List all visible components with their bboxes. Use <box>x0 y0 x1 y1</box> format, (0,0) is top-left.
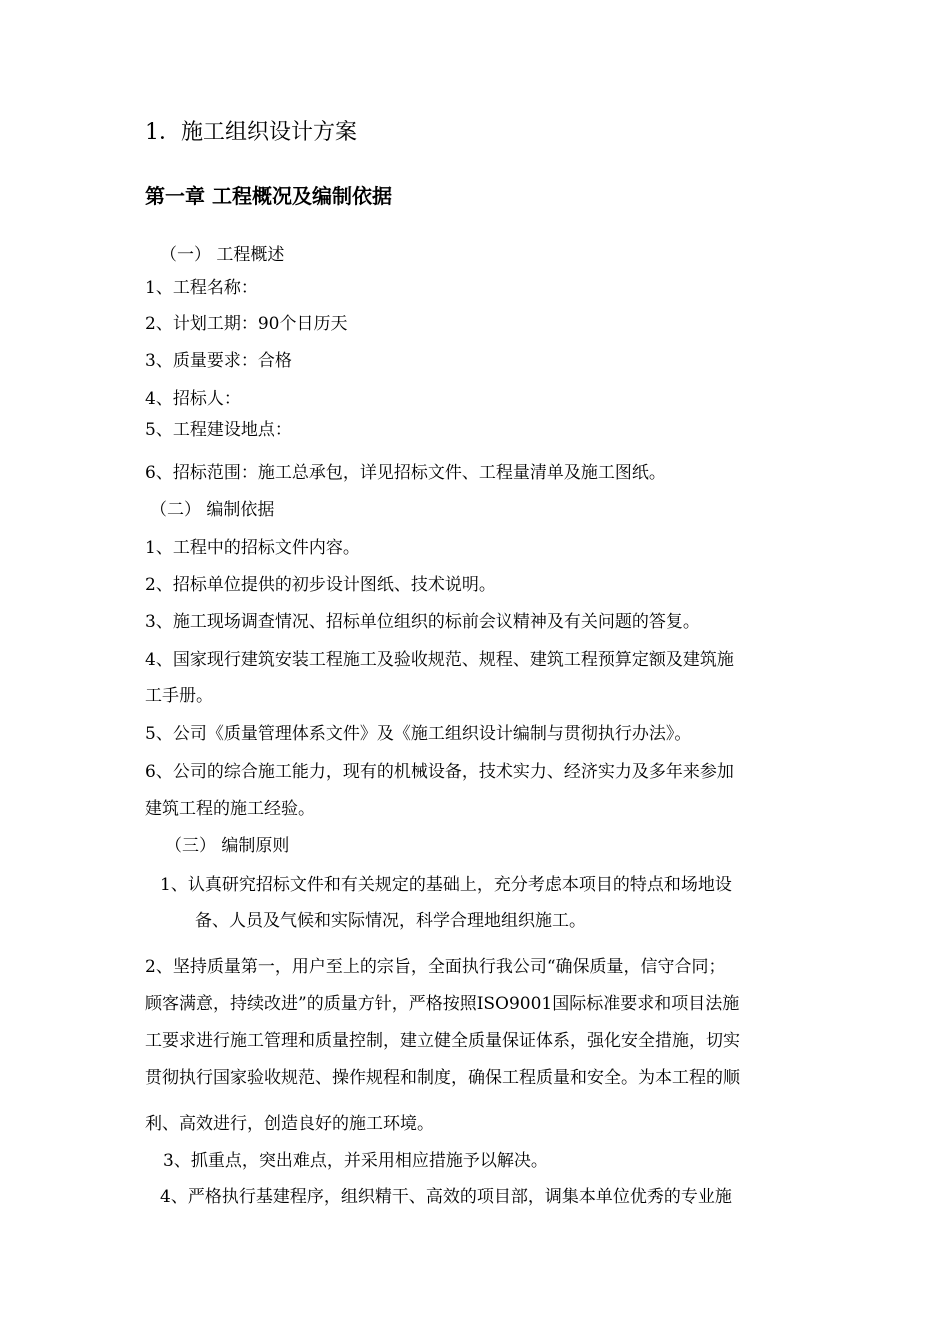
paragraph: 6、公司的综合施工能力，现有的机械设备，技术实力、经济实力及多年来参加 <box>145 762 734 782</box>
paragraph: 1、认真研究招标文件和有关规定的基础上，充分考虑本项目的特点和场地设 <box>160 875 732 895</box>
section-heading-overview: （一） 工程概述 <box>160 245 285 265</box>
section-heading-principles: （三） 编制原则 <box>165 836 290 856</box>
paragraph: 工手册。 <box>145 686 213 706</box>
paragraph: 1、工程中的招标文件内容。 <box>145 538 360 558</box>
paragraph: 备、人员及气候和实际情况，科学合理地组织施工。 <box>195 911 586 931</box>
paragraph: 4、招标人： <box>145 389 241 409</box>
doc-title: 1．施工组织设计方案 <box>145 120 357 145</box>
paragraph: 1、工程名称： <box>145 278 258 298</box>
paragraph: 4、严格执行基建程序，组织精干、高效的项目部，调集本单位优秀的专业施 <box>160 1187 732 1207</box>
paragraph: 5、公司《质量管理体系文件》及《施工组织设计编制与贯彻执行办法》。 <box>145 724 692 744</box>
paragraph: 贯彻执行国家验收规范、操作规程和制度，确保工程质量和安全。为本工程的顺 <box>145 1068 740 1088</box>
paragraph: 5、工程建设地点： <box>145 420 292 440</box>
chapter-heading: 第一章 工程概况及编制依据 <box>145 184 392 208</box>
paragraph: 2、坚持质量第一，用户至上的宗旨，全面执行我公司“确保质量，信守合同； <box>145 957 726 977</box>
paragraph: 建筑工程的施工经验。 <box>145 799 315 819</box>
paragraph: 2、招标单位提供的初步设计图纸、技术说明。 <box>145 575 496 595</box>
paragraph: 2、计划工期：90个日历天 <box>145 314 348 334</box>
paragraph: 4、国家现行建筑安装工程施工及验收规范、规程、建筑工程预算定额及建筑施 <box>145 650 734 670</box>
paragraph: 6、招标范围：施工总承包，详见招标文件、工程量清单及施工图纸。 <box>145 463 666 483</box>
section-heading-basis: （二） 编制依据 <box>150 500 275 520</box>
paragraph: 顾客满意，持续改进”的质量方针，严格按照ISO9001国际标准要求和项目法施 <box>145 994 740 1014</box>
paragraph: 3、质量要求：合格 <box>145 351 292 371</box>
paragraph: 3、抓重点，突出难点，并采用相应措施予以解决。 <box>163 1151 548 1171</box>
paragraph: 利、高效进行，创造良好的施工环境。 <box>145 1114 434 1134</box>
paragraph: 3、施工现场调查情况、招标单位组织的标前会议精神及有关问题的答复。 <box>145 612 700 632</box>
paragraph: 工要求进行施工管理和质量控制，建立健全质量保证体系，强化安全措施，切实 <box>145 1031 740 1051</box>
